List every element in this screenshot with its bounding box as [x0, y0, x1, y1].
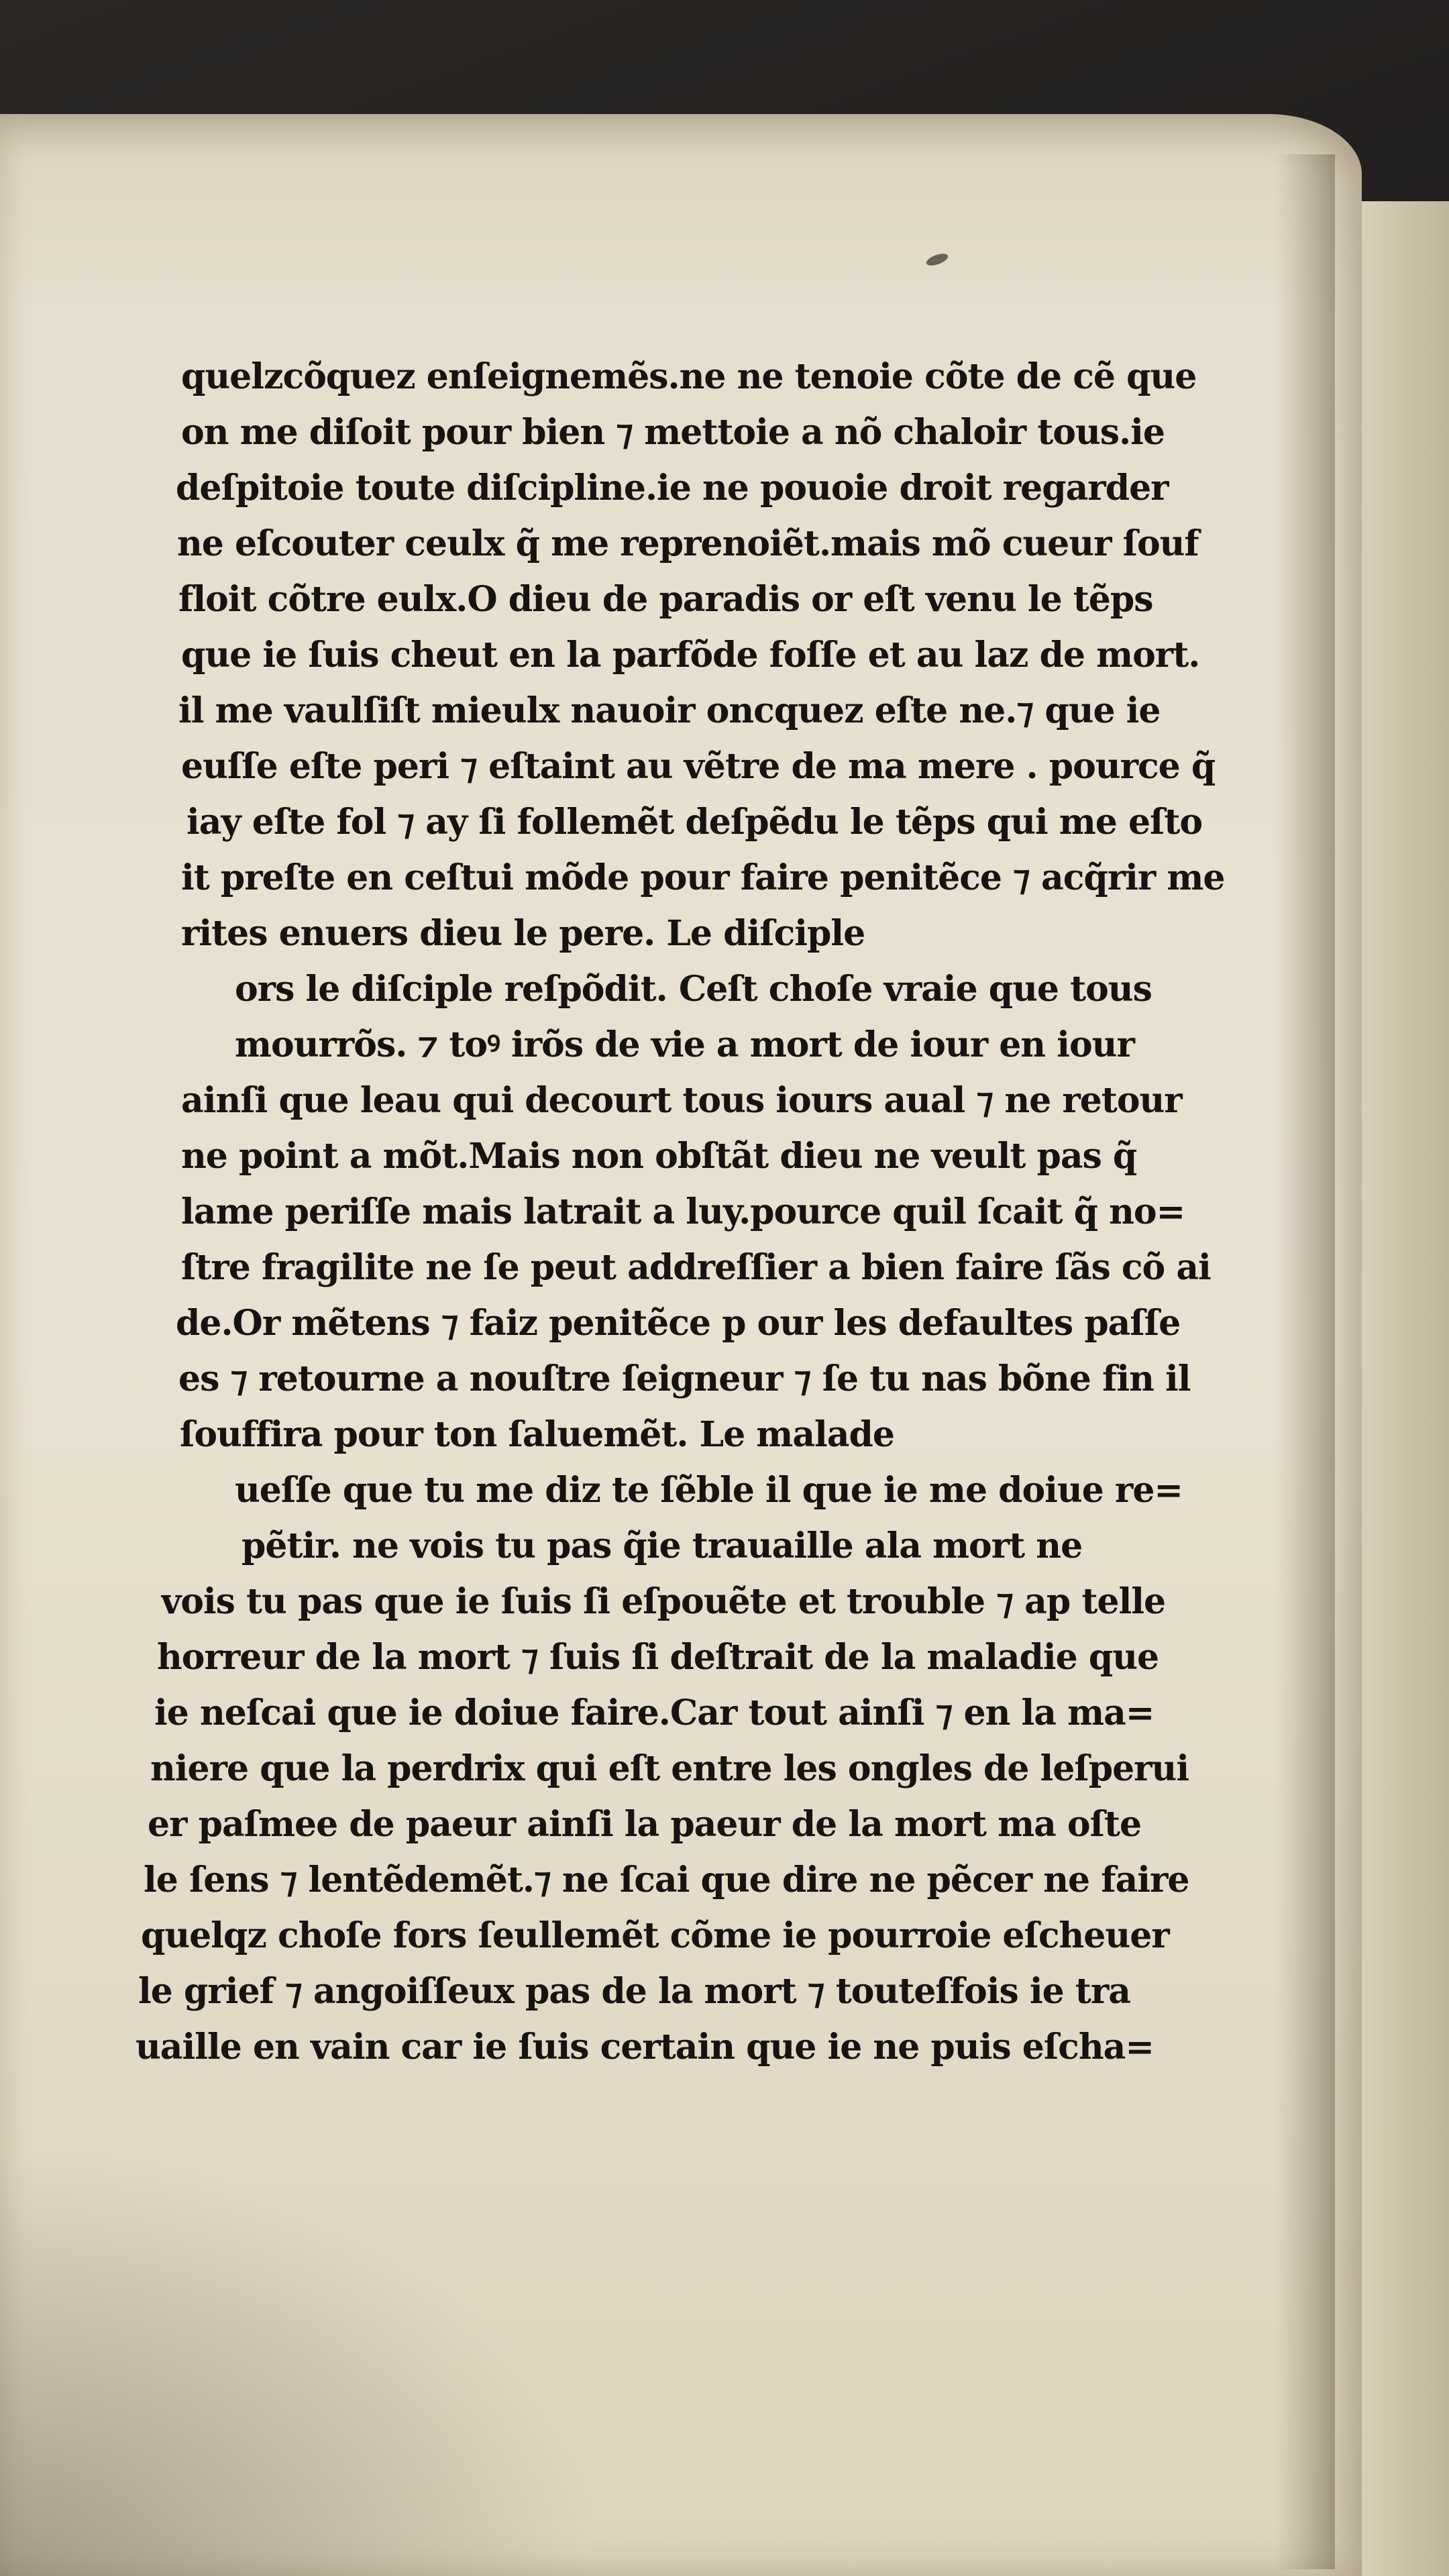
text-line: es ⁊ retourne a nouſtre ſeigneur ⁊ ſe tu nas bõne fin il — [178, 1358, 1191, 1399]
text-line: euſſe eſte peri ⁊ eſtaint au vẽtre de ma mere . pource q̃ — [181, 746, 1216, 787]
text-line: il me vaulſiſt mieulx nauoir oncquez eſte ne.⁊ que ie — [178, 690, 1161, 731]
text-line: ors le diſciple reſpõdit. Ceſt choſe vraie que tous — [235, 969, 1152, 1010]
text-line: le ſens ⁊ lentẽdemẽt.⁊ ne ſcai que dire ne pẽcer ne faire — [144, 1860, 1189, 1900]
text-line: vois tu pas que ie ſuis ſi eſpouẽte et trouble ⁊ ap telle — [161, 1581, 1166, 1622]
text-line: deſpitoie toute diſcipline.ie ne pouoie droit regarder — [176, 468, 1169, 508]
lower-left-shadow — [0, 2147, 604, 2576]
text-line: ſtre fragilite ne ſe peut addreſſier a bien faire ſãs cõ ai — [181, 1247, 1211, 1288]
text-line: rites enuers dieu le pere. Le diſciple — [181, 913, 865, 954]
text-line: ſouffira pour ton ſaluemẽt. Le malade — [180, 1414, 894, 1455]
text-line: de.Or mẽtens ⁊ faiz penitẽce p our les defaultes paſſe — [176, 1303, 1181, 1344]
text-line: le grief ⁊ angoiſſeux pas de la mort ⁊ touteſfois ie tra — [138, 1971, 1130, 2012]
text-line: ueſſe que tu me diz te ſẽble il que ie me doiue re= — [235, 1470, 1183, 1511]
text-line: quelqz choſe fors ſeullemẽt cõme ie pourroie eſcheuer — [141, 1915, 1169, 1956]
text-line: que ie ſuis cheut en la parfõde foſſe et au laz de mort. — [181, 635, 1200, 676]
text-line: ne point a mõt.Mais non obſtãt dieu ne veult pas q̃ — [181, 1136, 1137, 1177]
text-line: floit cõtre eulx.O dieu de paradis or eſt venu le tẽps — [178, 579, 1153, 620]
text-line: it preſte en ceſtui mõde pour faire penitẽce ⁊ acq̃rir me — [181, 857, 1225, 898]
text-line: quelzcõquez enſeignemẽs.ne ne tenoie cõte de cẽ que — [181, 356, 1197, 397]
text-line: horreur de la mort ⁊ ſuis ſi deſtrait de la maladie que — [157, 1637, 1159, 1678]
text-line: niere que la perdrix qui eſt entre les ongles de leſperui — [150, 1748, 1189, 1789]
text-line: ne eſcouter ceulx q̃ me reprenoiẽt.mais mõ cueur ſouf — [177, 523, 1199, 564]
page-curve-shadow — [1275, 154, 1335, 2569]
text-line: ainſi que leau qui decourt tous iours aual ⁊ ne retour — [181, 1080, 1182, 1121]
text-line: er paſmee de paeur ainſi la paeur de la mort ma oſte — [148, 1804, 1142, 1845]
page-text — [136, 349, 1228, 2075]
text-line: mourrõs. ⁊ toꝰ irõs de vie a mort de iour en iour — [235, 1024, 1134, 1065]
text-line: ie neſcai que ie doiue faire.Car tout ainſi ⁊ en la ma= — [154, 1693, 1155, 1733]
text-line: uaille en vain car ie ſuis certain que ie ne puis eſcha= — [136, 2027, 1154, 2068]
text-line: lame periſſe mais latrait a luy.pource quil ſcait q̃ no= — [181, 1191, 1185, 1232]
text-line: on me diſoit pour bien ⁊ mettoie a nõ chaloir tous.ie — [181, 412, 1165, 453]
text-line: pẽtir. ne vois tu pas q̃ie trauaille ala mort ne — [241, 1525, 1083, 1566]
text-line: iay eſte fol ⁊ ay ſi follemẽt deſpẽdu le tẽps qui me eſto — [186, 802, 1203, 843]
